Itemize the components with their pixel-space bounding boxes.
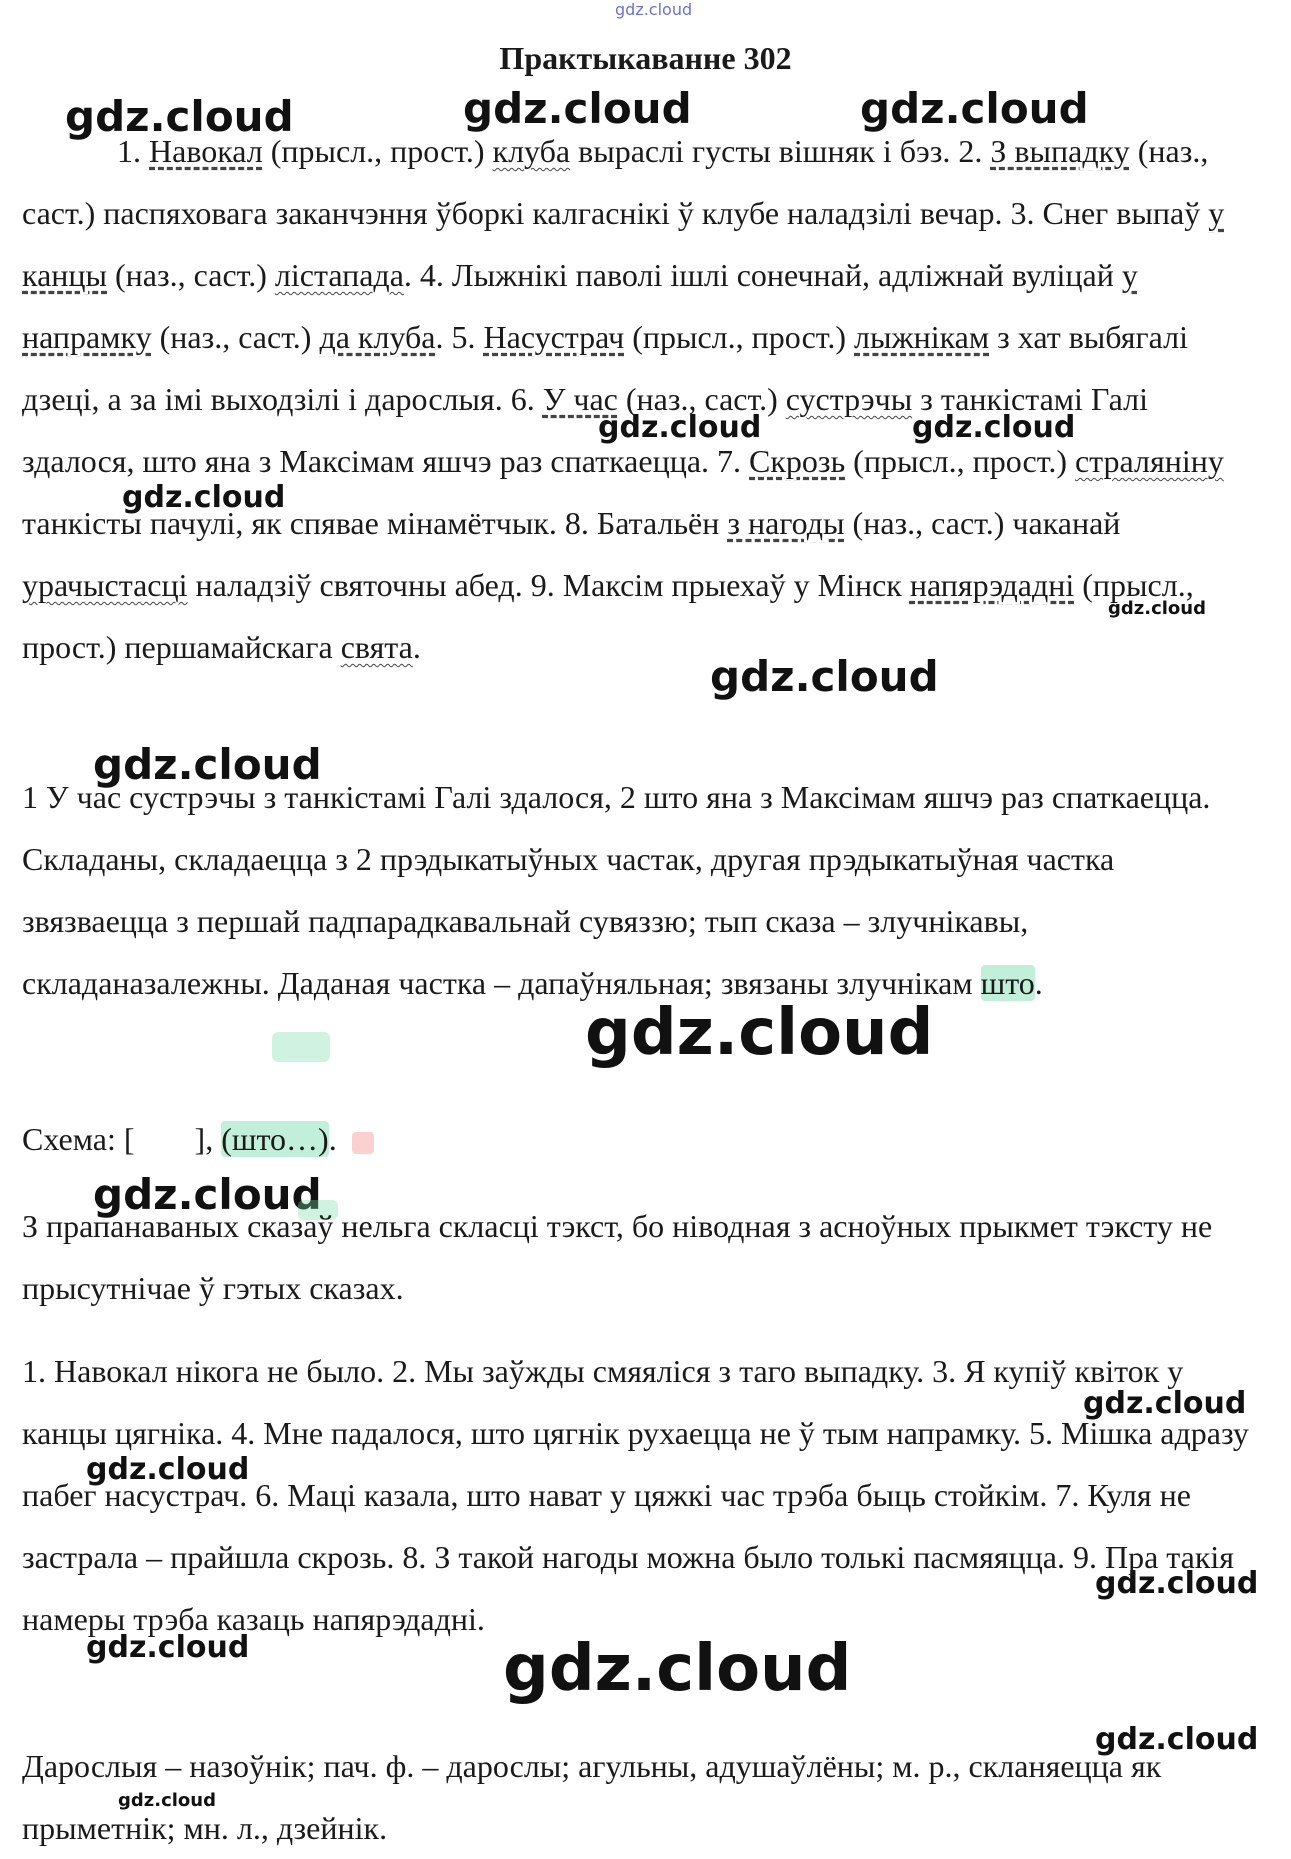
scheme-bracket: ],	[194, 1121, 222, 1157]
scheme-line	[22, 1108, 1252, 1170]
watermark: gdz.cloud	[1095, 1722, 1259, 1757]
watermark: gdz.cloud	[598, 410, 762, 445]
text-fragment: 1.	[117, 133, 149, 169]
conjunction-highlight: што	[980, 965, 1035, 1001]
text-fragment: (наз., саст.)	[107, 257, 275, 293]
watermark: gdz.cloud	[860, 84, 1089, 133]
underlined-word: напярэдадні	[909, 567, 1075, 603]
underlined-word: урачыстасці	[22, 567, 188, 603]
text-fragment: (прысл., прост.)	[262, 133, 493, 169]
text-fragment: (наз., саст.) чаканай	[844, 505, 1121, 541]
underlined-word: у канцы	[22, 195, 1225, 293]
text-fragment: з хат выбягалі дзеці, а за імі выходзілі і дарослыя. 6.	[22, 319, 1188, 417]
underlined-word: лыжнікам	[854, 319, 990, 355]
underlined-word: лістапада	[274, 257, 404, 293]
morph-analysis-text: Дарослыя – назоўнік; пач. ф. – дарослы; агульны, адушаўлёны; м. р., скланяецца як прыметнік; мн. л., дзейнік.	[22, 1748, 1162, 1846]
analysis-body: 1 У час сустрэчы з танкістамі Галі здалося, 2 што яна з Максімам яшчэ раз спаткаецца. Складаны, складаецца з 2 прэдыкатыўных частак, другая прэдыкатыўная частка звязваецца з першай падпарадкавальнай сувяззю; тып сказа – злучнікавы, складаназалежны. Даданая частка – дапаўняльная; звязаны злучнікам	[22, 779, 1211, 1001]
scheme-clause: (што…)	[221, 1121, 329, 1157]
watermark: gdz.cloud	[86, 1630, 250, 1665]
text-fragment: з танкістамі Галі здалося, што яна з Максімам яшчэ раз спаткаецца. 7.	[22, 381, 1148, 479]
underlined-word: Скрозь	[749, 443, 846, 479]
sentences-text: 1. Навокал нікога не было. 2. Мы заўжды смяяліся з таго выпадку. 3. Я купіў квіток у канцы цягніка. 4. Мне падалося, што цягнік рухаецца не ў тым напрамку. 5. Мішка адразу пабег насустрач. 6. Маці казала, што нават у цяжкі час трэба быць стойкім. 7. Куля не застрала – прайшла скрозь. 8. З такой нагоды можна было толькі пасмяяцца. 9. Пра такія намеры трэба казаць напярэдадні.	[22, 1353, 1249, 1637]
text-fragment: танкісты пачулі, як спявае мінамётчык. 8. Батальён	[22, 505, 728, 541]
watermark: gdz.cloud	[118, 1790, 216, 1811]
watermark: gdz.cloud	[86, 1452, 250, 1487]
underlined-word: свята	[340, 629, 413, 665]
watermark: gdz.cloud	[912, 410, 1076, 445]
underlined-word: У час	[542, 381, 618, 417]
watermark: gdz.cloud	[1083, 1386, 1247, 1421]
text-fragment: .	[1034, 965, 1043, 1001]
text-fragment: (наз., саст.) паспяховага заканчэння ўборкі калгаснікі ў клубе наладзілі вечар. 3. Снег выпаў	[22, 133, 1209, 231]
underlined-word: страляніну	[1074, 443, 1224, 479]
underlined-word: Насустрач	[483, 319, 625, 355]
underlined-word: у напрамку	[22, 257, 1138, 355]
text-fragment: .	[328, 1121, 337, 1157]
watermark: gdz.cloud	[1095, 1566, 1259, 1601]
watermark: gdz.cloud	[1108, 598, 1206, 619]
analysis-text	[22, 766, 1252, 1014]
underlined-word: сустрэчы	[785, 381, 913, 417]
text-fragment: наладзіў святочны абед. 9. Максім прыехаў у Мінск	[187, 567, 910, 603]
text-fragment: (прысл., прост.) першамайскага	[22, 567, 1194, 665]
watermark: gdz.cloud	[93, 740, 322, 789]
underlined-word: З выпадку	[990, 133, 1130, 169]
highlight-mark	[272, 1032, 330, 1062]
text-fragment: (наз., саст.)	[151, 319, 320, 355]
underlined-word: клуба	[492, 133, 571, 169]
page-title: Практыкаванне 302	[499, 40, 792, 76]
watermark: gdz.cloud	[503, 1632, 852, 1706]
text-fragment: .	[412, 629, 421, 665]
text-fragment: (прысл., прост.)	[845, 443, 1075, 479]
underlined-word: да клуба	[319, 319, 436, 355]
underlined-word: з нагоды	[727, 505, 845, 541]
underlined-word: Навокал	[149, 133, 263, 169]
text-fragment: . 5.	[435, 319, 484, 355]
watermark: gdz.cloud	[463, 84, 692, 133]
text-fragment: (наз., саст.)	[617, 381, 786, 417]
text-fragment: выраслі густы вішняк і бэз. 2.	[570, 133, 991, 169]
watermark: gdz.cloud	[93, 1170, 322, 1219]
exercise-text	[22, 120, 1252, 678]
scheme-label: Схема: [	[22, 1121, 135, 1157]
watermark: gdz.cloud	[585, 996, 934, 1070]
note-text: З прапанаваных сказаў нельга скласці тэкст, бо ніводная з асноўных прыкмет тэксту не прысутнічае ў гэтых сказах.	[22, 1208, 1213, 1306]
text-fragment: (прысл., прост.)	[624, 319, 854, 355]
watermark: gdz.cloud	[710, 652, 939, 701]
watermark: gdz.cloud	[122, 480, 286, 515]
text-fragment: . 4. Лыжнікі паволі ішлі сонечнай, адліжнай вуліцай	[403, 257, 1122, 293]
watermark: gdz.cloud	[65, 92, 294, 141]
watermark: gdz.cloud	[615, 0, 693, 19]
